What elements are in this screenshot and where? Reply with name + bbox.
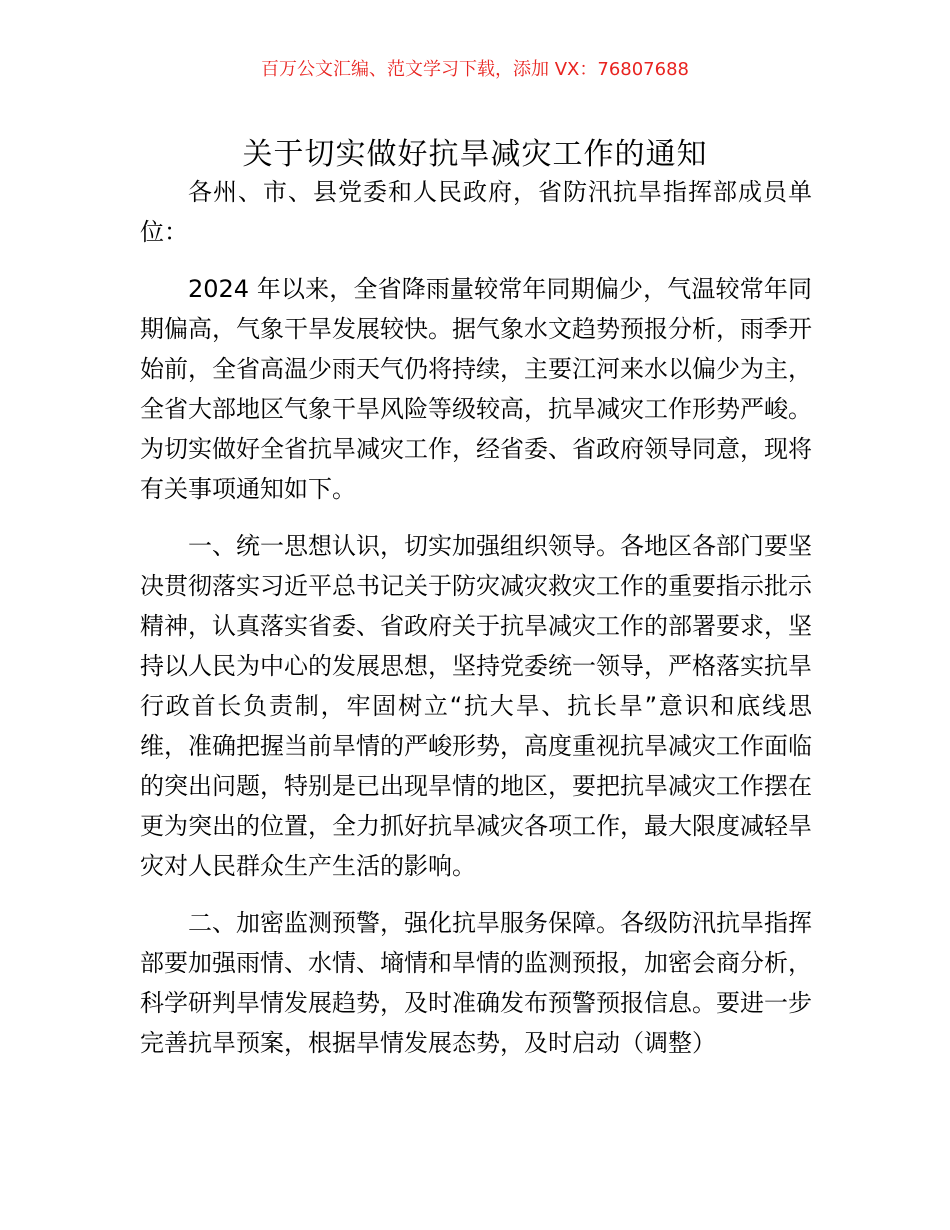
salutation: 各州、市、县党委和人民政府，省防汛抗旱指挥部成员单位： <box>140 178 812 246</box>
document-title: 关于切实做好抗旱减灾工作的通知 <box>242 137 708 173</box>
paragraph-intro: 2024 年以来，全省降雨量较常年同期偏少，气温较常年同期偏高，气象干旱发展较快。据气象水文趋势预报分析，雨季开始前，全省高温少雨天气仍将持续，主要江河来水以偏少为主，全省大部地区气象干旱风险等级较高，抗旱减灾工作形势严峻。为切实做好全省抗旱减灾工作，经省委、省政府领导同意，现将有关事项通知如下。 <box>140 275 812 503</box>
promo-header-text: 百万公文汇编、范文学习下载，添加 VX：76807688 <box>261 59 689 80</box>
document-body <box>140 172 812 1063</box>
paragraph-section-1: 一、统一思想认识，切实加强组织领导。各地区各部门要坚决贯彻落实习近平总书记关于防灾减灾救灾工作的重要指示批示精神，认真落实省委、省政府关于抗旱减灾工作的部署要求，坚持以人民为中心的发展思想，坚持党委统一领导，严格落实抗旱行政首长负责制，牢固树立“抗大旱、抗长旱”意识和底线思维，准确把握当前旱情的严峻形势，高度重视抗旱减灾工作面临的突出问题，特别是已出现旱情的地区，要把抗旱减灾工作摆在更为突出的位置，全力抓好抗旱减灾各项工作，最大限度减轻旱灾对人民群众生产生活的影响。 <box>140 532 812 880</box>
paragraph-section-2: 二、加密监测预警，强化抗旱服务保障。各级防汛抗旱指挥部要加强雨情、水情、墒情和旱情的监测预报，加密会商分析，科学研判旱情发展趋势，及时准确发布预警预报信息。要进一步完善抗旱预案，根据旱情发展态势，及时启动（调整） <box>140 909 812 1057</box>
